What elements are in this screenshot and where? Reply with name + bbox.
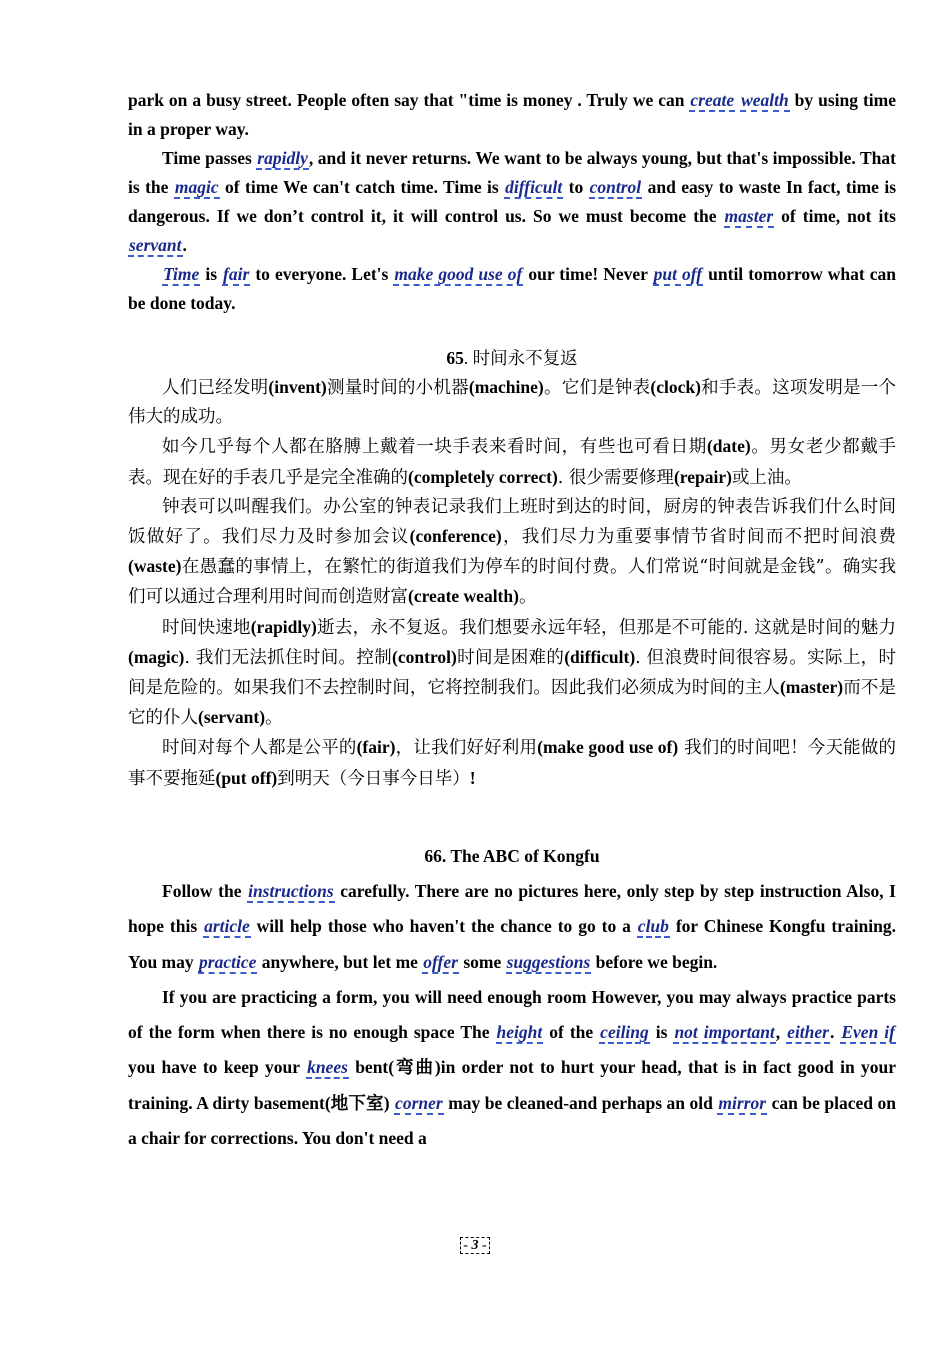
page-footer [0,1236,950,1254]
text-run: of time We can't catch time. Time is [219,177,505,197]
answer-blank: Time [163,264,200,284]
text-run: is [200,264,223,284]
answer-blank: wealth [741,90,789,110]
text-run: can be placed on a chair for corrections. You don't need a [128,1092,896,1149]
text-run: , [775,1022,787,1043]
paragraph [128,613,896,734]
text-run: If you are practicing a form, you will need enough room However, you may always practice parts of the form when there is no enough space The [128,986,896,1043]
keyword: (rapidly) [250,616,317,637]
answer-blank: knees [307,1057,348,1078]
keyword: (magic) [128,646,185,667]
section-66-title: 66. The ABC of Kongfu [424,846,600,866]
text-run: carefully. There are no pictures here, only step by step instruction Also, I hope this [128,881,896,937]
text-run: 。男女老少都戴手表。现在好的手表几乎是完全准确的 [128,437,897,488]
text-run: 钟表可以叫醒我们。办公室的钟表记录我们上班时到达的时间，厨房的钟表告诉我们什么时间饭做好了。我们尽力及时参加会议 [128,496,896,548]
text-run: ，我们尽力为重要事情节省时间而不把时间浪费 [501,527,897,548]
text-run: anywhere, but let me [257,951,423,972]
answer-blank: rapidly [257,148,308,168]
answer-blank: difficult [505,177,563,197]
answer-blank: Even if [841,1022,895,1043]
keyword: (put off) [215,767,278,788]
text-run: . 我们无法抓住时间。控制 [184,647,393,668]
answer-blank: master [724,206,774,226]
section-number: 65 [446,348,464,368]
text-run: 或上油。 [731,467,802,488]
text-run: for Chinese Kongfu training. You may [128,916,897,972]
text-run: until tomorrow what can be done today. [128,264,896,313]
keyword: (control) [392,646,457,667]
answer-blank: instructions [248,881,334,901]
text-run: 而不是它的仆人 [128,678,897,729]
text-run: 时间对每个人都是公平的 [162,738,357,759]
section-separator: . [463,348,473,368]
keyword: (waste) [128,556,182,577]
text-run: 逝去，永不复返。我们想要永远年轻，但那是不可能的. 这就是时间的魅力 [316,617,896,638]
text-run: 。 [265,708,283,729]
answer-blank: corner [395,1092,443,1113]
answer-blank: magic [174,177,219,197]
text-run: park on a busy street. People often say that "time is money . Truly we can [128,90,690,110]
paragraph [128,980,896,1156]
text-run: our time! Never [523,264,653,284]
paragraph [128,144,896,260]
text-run: of the [543,1022,600,1043]
answer-blank: servant [129,235,182,255]
page-number: - 3 - [460,1237,489,1254]
text-run: 测量时间的小机器 [326,378,469,398]
text-run: is [649,1022,674,1043]
keyword: (master) [779,677,844,698]
paragraph [128,86,896,144]
text-run: by using time in a proper way. [128,90,896,139]
keyword: (servant) [198,707,266,728]
page [128,86,897,1149]
section-65-title [128,344,896,373]
paragraph [128,373,896,432]
answer-blank: club [637,916,669,937]
keyword: (completely correct) [408,466,558,487]
keyword: (fair) [356,737,396,758]
text-run: . [829,1022,841,1043]
text-run: may be cleaned-and perhaps an old [443,1092,718,1113]
keyword: (date) [706,436,751,457]
text-run: to [563,177,589,197]
answer-blank: offer [423,951,458,972]
paragraph [128,733,896,793]
text-run: to everyone. Let's [250,264,394,284]
text-run: 人们已经发明 [162,378,269,398]
text-run: 和手表。这项发明是一个伟大的成功。 [128,378,897,428]
text-run: ，让我们好好利用 [395,738,538,759]
text-run: . 但浪费时间很容易。实际上，时间是危险的。如果我们不去控制时间，它将控制我们。因此我们必须成为时间的主人 [128,647,897,699]
answer-blank: suggestions [506,951,591,972]
text-run: 到明天（今日事今日毕） [277,768,470,789]
text-run: 时间是困难的 [456,647,565,668]
keyword: (difficult) [564,646,636,667]
text-run: before we begin. [591,951,718,972]
paragraph [128,493,896,613]
answer-blank: not important [674,1022,775,1043]
text-run: and easy to waste In fact, time is dangerous. If we don’t control it, it will control us. So we must become the [128,177,897,226]
text-run: 。它们是钟表 [543,378,651,398]
paragraph [128,260,896,318]
text-run: . [182,235,187,255]
paragraph [128,874,896,980]
answer-blank: ceiling [600,1022,649,1043]
text-run: 我们的时间吧！今天能做的事不要拖延 [128,738,897,789]
answer-blank: put off [653,264,703,284]
keyword: (machine) [468,377,544,397]
answer-blank: article [204,916,250,937]
text-run: you have to keep your [128,1057,307,1078]
text-run: 。 [518,587,537,608]
text-run: 如今几乎每个人都在胳膊上戴着一块手表来看时间，有些也可看日期 [162,437,707,458]
text-run: will help those who haven't the chance to go to a [250,916,637,937]
answer-blank: create [690,90,735,110]
answer-blank: fair [223,264,250,284]
keyword: (clock) [650,377,701,397]
section-title-text: 时间永不复返 [472,348,578,368]
keyword: (make good use of) [537,737,679,758]
answer-blank: either [787,1022,829,1043]
text-run: , and it never returns. We want to be always young, but that's impossible. That is the [128,148,896,197]
section-66-passage [128,874,896,1156]
text-run: Time passes [162,148,257,168]
keyword: (create wealth) [408,586,519,607]
answer-blank: mirror [718,1092,767,1113]
text-run: 时间快速地 [162,617,251,638]
text-run: bent(弯曲)in order not to hurt your head, that is in fact good in your training. A dirty basement(地下室) [128,1057,896,1113]
answer-blank: control [589,177,642,197]
keyword: ! [469,767,476,788]
answer-blank: practice [199,951,257,972]
text-run: of time, not its [774,206,896,226]
answer-blank: make good use of [394,264,523,284]
text-run: Follow the [162,881,248,901]
text-run: 在愚蠢的事情上，在繁忙的街道我们为停车的时间付费。人们常说“时间就是金钱”。确实我们可以通过合理利用时间而创造财富 [128,557,896,608]
section-65-translation [128,373,896,794]
passage-64-continued [128,86,896,318]
keyword: (invent) [268,377,327,397]
text-run: . 很少需要修理 [557,467,674,488]
answer-blank: height [496,1022,543,1043]
paragraph [128,432,896,492]
text-run: some [458,951,506,972]
keyword: (repair) [673,466,732,487]
keyword: (conference) [409,526,502,547]
